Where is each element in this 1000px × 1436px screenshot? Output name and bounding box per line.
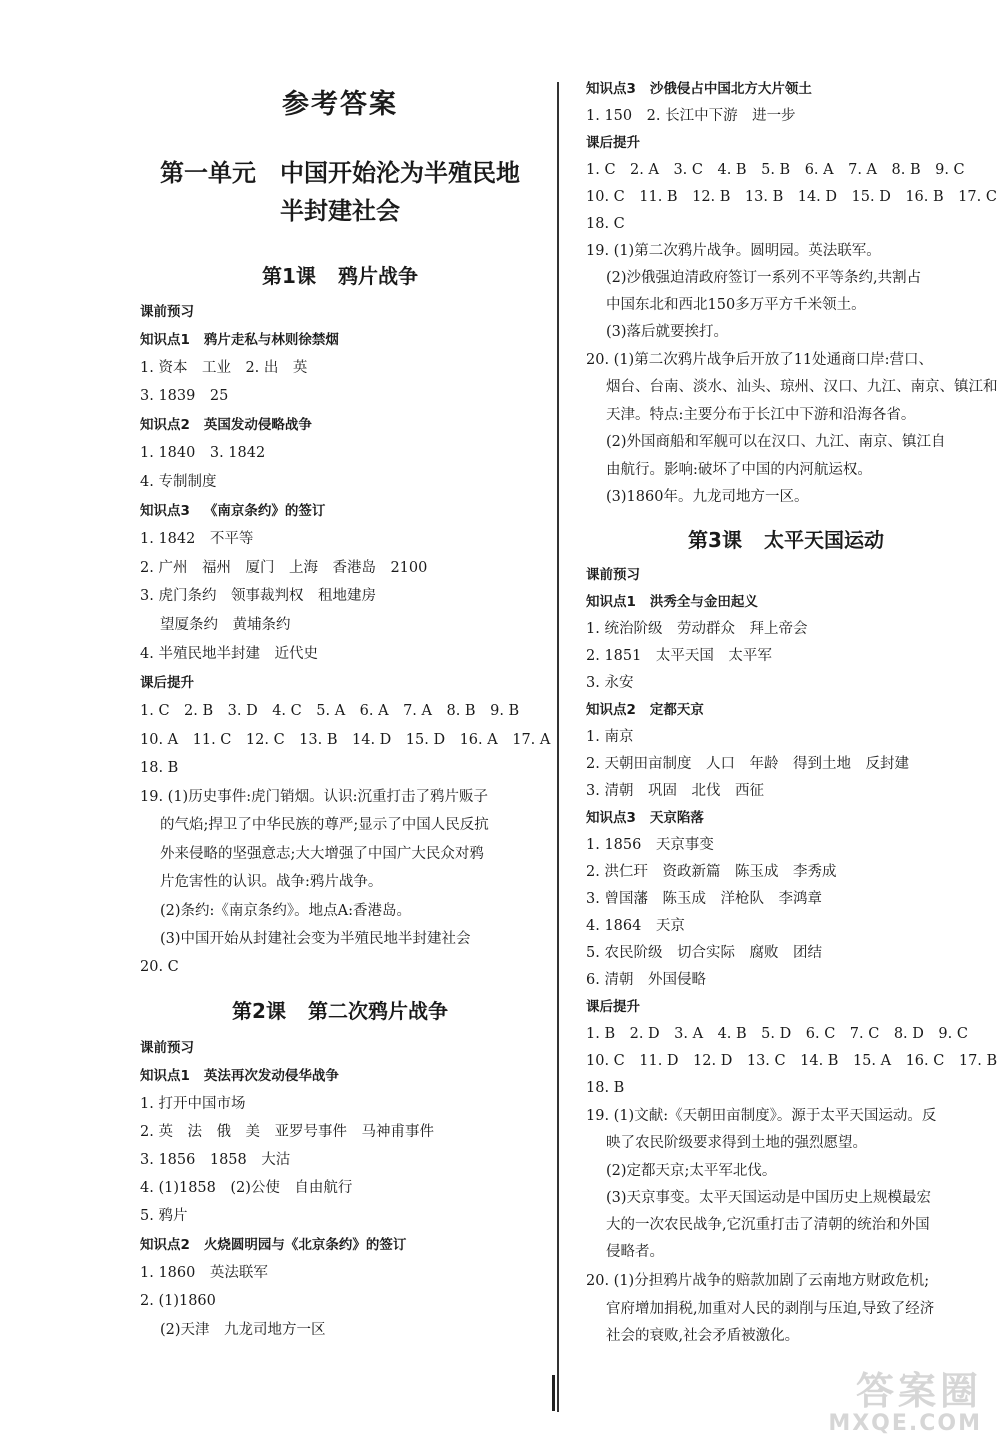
answer-line: 片危害性的认识。战争:鸦片战争。 [160,874,383,890]
answer-line: 2. 广州 福州 厦门 上海 香港岛 2100 [140,560,428,576]
answer-line: 18. B [140,760,179,776]
answer-line: 侵略者。 [606,1244,664,1260]
answer-line: 中国东北和西北150多万平方千米领土。 [606,297,866,313]
answer-line: 1. 1840 3. 1842 [140,445,266,461]
answer-line: 1. 南京 [586,729,634,745]
answer-line: (2)条约:《南京条约》。地点A:香港岛。 [160,903,412,919]
answer-line: 2. 1851 太平天国 太平军 [586,648,772,664]
answer-line: 10. A 11. C 12. C 13. B 14. D 15. D 16. A 17. A [140,732,551,748]
answer-line: 1. 1856 天京事变 [586,837,714,853]
answer-line: 19. (1)历史事件:虎门销烟。认识:沉重打击了鸦片贩子 [140,789,488,805]
answer-line: 天津。特点:主要分布于长江中下游和沿海各省。 [606,407,916,423]
answer-line: 5. 鸦片 [140,1208,188,1224]
answer-line: 19. (1)文献:《天朝田亩制度》。源于太平天国运动。反 [586,1108,937,1124]
answer-line: 1. 资本 工业 2. 出 英 [140,360,308,376]
answer-line: 1. 统治阶级 劳动群众 拜上帝会 [586,621,808,637]
answer-line: 2. 洪仁玕 资政新篇 陈玉成 李秀成 [586,864,837,880]
knowledge-point-heading: 知识点2 定都天京 [586,702,704,718]
answer-line: 20. (1)分担鸦片战争的赔款加剧了云南地方财政危机; [586,1273,930,1289]
knowledge-point-heading: 知识点1 英法再次发动侵华战争 [140,1068,339,1084]
answer-line: 映了农民阶级要求得到土地的强烈愿望。 [606,1135,867,1151]
post-class-heading: 课后提升 [140,675,194,691]
answer-line: 1. C 2. B 3. D 4. C 5. A 6. A 7. A 8. B 9. B [140,703,520,719]
answer-line: 2. 英 法 俄 美 亚罗号事件 马神甫事件 [140,1124,434,1140]
answer-line: 10. C 11. B 12. B 13. B 14. D 15. D 16. B 17. C [586,189,997,205]
answer-line: 6. 清朝 外国侵略 [586,972,706,988]
answer-line: 外来侵略的坚强意志;大大增强了中国广大民众对鸦 [160,846,484,862]
answer-line: 3. 永安 [586,675,634,691]
answer-line: (3)天京事变。太平天国运动是中国历史上规模最宏 [606,1190,932,1206]
page-title: 参考答案 [282,89,398,120]
pre-study-heading: 课前预习 [140,304,194,320]
answer-line: 4. (1)1858 (2)公使 自由航行 [140,1180,353,1196]
answer-line: 1. 150 2. 长江中下游 进一步 [586,108,796,124]
answer-line: 2. (1)1860 [140,1293,216,1309]
pen-stroke-mark [552,1375,555,1411]
answer-line: 3. 清朝 巩固 北伐 西征 [586,783,764,799]
knowledge-point-heading: 知识点3 沙俄侵占中国北方大片领土 [586,81,812,97]
lesson-2-title: 第2课 第二次鸦片战争 [232,999,448,1023]
answer-line: 1. 1842 不平等 [140,531,254,547]
knowledge-point-heading: 知识点1 洪秀全与金田起义 [586,594,758,610]
answer-line: 1. C 2. A 3. C 4. B 5. B 6. A 7. A 8. B 9. C [586,162,965,178]
post-class-heading: 课后提升 [586,135,640,151]
pre-study-heading: 课前预习 [586,567,640,583]
answer-line: 3. 1856 1858 大沽 [140,1152,291,1168]
answer-line: 社会的衰败,社会矛盾被激化。 [606,1328,800,1344]
answer-line: (2)天津 九龙司地方一区 [160,1322,326,1338]
answer-line: (2)外国商船和军舰可以在汉口、九江、南京、镇江自 [606,434,946,450]
answer-line: 大的一次农民战争,它沉重打击了清朝的统治和外国 [606,1217,930,1233]
answer-line: 19. (1)第二次鸦片战争。圆明园。英法联军。 [586,243,881,259]
answer-line: 2. 天朝田亩制度 人口 年龄 得到土地 反封建 [586,756,909,772]
answer-line: 3. 曾国藩 陈玉成 洋枪队 李鸿章 [586,891,822,907]
watermark-logo: 答案圈 MXQE.COM [828,1369,982,1436]
answer-line: (3)中国开始从封建社会变为半殖民地半封建社会 [160,931,471,947]
answer-line: 5. 农民阶级 切合实际 腐败 团结 [586,945,822,961]
answer-line: 1. 打开中国市场 [140,1096,246,1112]
unit-title-line-1: 第一单元 中国开始沦为半殖民地 [160,159,520,187]
answer-line: (3)1860年。九龙司地方一区。 [606,489,809,505]
knowledge-point-heading: 知识点2 火烧圆明园与《北京条约》的签订 [140,1237,407,1253]
answer-line: 的气焰;捍卫了中华民族的尊严;显示了中国人民反抗 [160,817,489,833]
answer-line: 20. (1)第二次鸦片战争后开放了11处通商口岸:营口、 [586,352,934,368]
answer-line: 望厦条约 黄埔条约 [160,617,291,633]
lesson-1-title: 第1课 鸦片战争 [262,264,418,288]
answer-line: 官府增加捐税,加重对人民的剥削与压迫,导致了经济 [606,1301,935,1317]
answer-line: 3. 1839 25 [140,388,229,404]
answer-line: 3. 虎门条约 领事裁判权 租地建房 [140,588,376,604]
answer-line: (2)定都天京;太平军北伐。 [606,1163,777,1179]
answer-line: 10. C 11. D 12. D 13. C 14. B 15. A 16. C 17. B [586,1053,998,1069]
answer-line: (2)沙俄强迫清政府签订一系列不平等条约,共割占 [606,270,922,286]
knowledge-point-heading: 知识点2 英国发动侵略战争 [140,417,312,433]
knowledge-point-heading: 知识点3 天京陷落 [586,810,704,826]
answer-line: 18. C [586,216,625,232]
answer-line: 4. 半殖民地半封建 近代史 [140,646,318,662]
answer-line: 20. C [140,959,179,975]
answer-line: (3)落后就要挨打。 [606,324,729,340]
answer-line: 18. B [586,1080,625,1096]
answer-line: 1. B 2. D 3. A 4. B 5. D 6. C 7. C 8. D 9. C [586,1026,968,1042]
answer-line: 1. 1860 英法联军 [140,1265,268,1281]
knowledge-point-heading: 知识点1 鸦片走私与林则徐禁烟 [140,332,339,348]
answer-line: 烟台、台南、淡水、汕头、琼州、汉口、九江、南京、镇江和 [606,379,998,395]
post-class-heading: 课后提升 [586,999,640,1015]
column-divider [557,82,559,1412]
unit-title-line-2: 半封建社会 [280,197,400,225]
answer-line: 由航行。影响:破坏了中国的内河航运权。 [606,462,872,478]
answer-line: 4. 1864 天京 [586,918,685,934]
pre-study-heading: 课前预习 [140,1040,194,1056]
knowledge-point-heading: 知识点3 《南京条约》的签订 [140,503,326,519]
lesson-3-title: 第3课 太平天国运动 [688,528,884,552]
answer-line: 4. 专制制度 [140,474,217,490]
